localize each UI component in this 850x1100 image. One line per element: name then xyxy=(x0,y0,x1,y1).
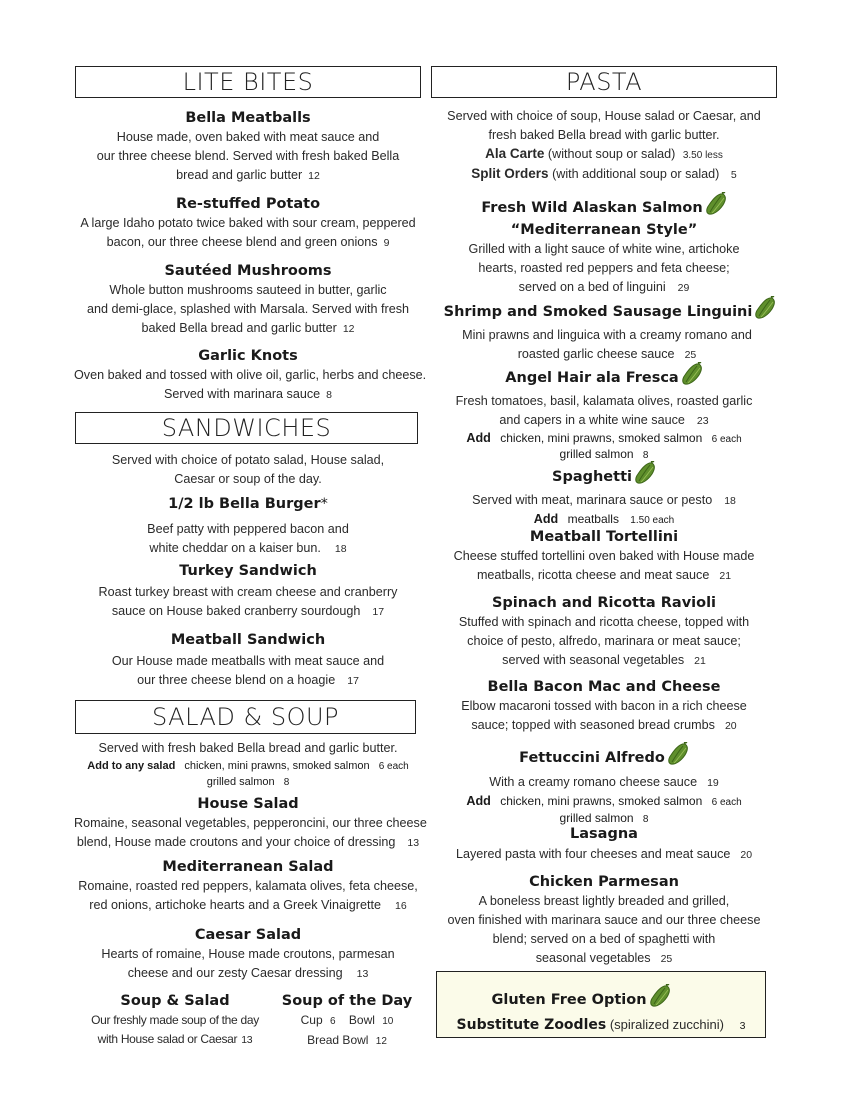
item-subtitle: “Mediterranean Style” xyxy=(510,222,698,238)
gf-title: Gluten Free Option xyxy=(491,992,647,1008)
menu-item xyxy=(74,794,427,853)
item-desc: seasonal vegetables xyxy=(535,951,651,965)
sandwiches-header xyxy=(75,412,418,444)
section-intro xyxy=(431,107,777,184)
item-price: 8 xyxy=(326,389,332,401)
item-name: Spaghetti xyxy=(552,469,632,485)
zucchini-icon xyxy=(681,362,703,392)
item-price: 20 xyxy=(724,720,737,732)
gf-text: (spiralized zucchini) xyxy=(609,1017,724,1032)
add-label: Add xyxy=(466,794,491,808)
item-price: 25 xyxy=(684,349,697,361)
item-desc: A boneless breast lightly breaded and grilled, xyxy=(478,894,730,908)
menu-item xyxy=(431,461,777,529)
cup-label: Cup xyxy=(300,1013,323,1027)
item-desc: served on a bed of linguini xyxy=(518,280,666,294)
cup-price: 6 xyxy=(329,1016,336,1027)
intro-text: fresh baked Bella bread with garlic butter. xyxy=(488,128,720,142)
salad-soup-header xyxy=(75,700,416,734)
item-desc: served with seasonal vegetables xyxy=(502,653,685,667)
item-desc: With a creamy romano cheese sauce xyxy=(489,775,698,789)
menu-item xyxy=(431,192,777,298)
section-title: SANDWICHES xyxy=(161,414,332,442)
item-price: 18 xyxy=(724,495,736,507)
menu-item xyxy=(74,194,422,253)
menu-item xyxy=(431,677,777,736)
item-name: Turkey Sandwich xyxy=(179,563,317,579)
item-name: Meatball Tortellini xyxy=(529,529,679,545)
item-desc: sauce on House baked cranberry sourdough xyxy=(111,604,361,618)
item-desc: bread and garlic butter xyxy=(176,168,303,182)
item-desc: Our House made meatballs with meat sauce and xyxy=(111,654,385,668)
item-name: Soup & Salad xyxy=(120,993,230,1009)
item-desc: Stuffed with spinach and ricotta cheese, topped with xyxy=(458,615,750,629)
item-desc: cheese and our zesty Caesar dressing xyxy=(127,966,343,980)
item-price: 17 xyxy=(372,606,385,618)
item-name: Meatball Sandwich xyxy=(170,632,326,648)
menu-item xyxy=(74,561,422,622)
zucchini-icon xyxy=(634,461,656,491)
item-desc: Served with marinara sauce xyxy=(164,387,321,401)
item-desc: meatballs, ricotta cheese and meat sauce xyxy=(476,568,710,582)
ala-carte-price: 3.50 less xyxy=(682,150,723,161)
menu-item xyxy=(431,527,777,586)
item-mark: * xyxy=(320,496,328,512)
add-text: chicken, mini prawns, smoked salmon xyxy=(500,431,703,445)
section-title: LITE BITES xyxy=(182,68,314,96)
item-name: Chicken Parmesan xyxy=(529,874,679,890)
item-price: 25 xyxy=(660,953,673,965)
add-price: 1.50 each xyxy=(630,515,675,526)
menu-item xyxy=(431,593,777,671)
add-text: grilled salmon xyxy=(559,811,634,825)
menu-item xyxy=(431,742,777,827)
add-price: 6 each xyxy=(711,434,742,445)
item-price: 17 xyxy=(347,675,359,687)
item-desc: bacon, our three cheese blend and green onions xyxy=(106,235,378,249)
lite-bites-header xyxy=(75,66,421,98)
menu-item xyxy=(74,925,422,984)
section-title: SALAD & SOUP xyxy=(151,703,340,731)
item-desc: Oven baked and tossed with olive oil, garlic, herbs and cheese. xyxy=(74,368,427,382)
section-intro xyxy=(74,739,422,790)
item-price: 16 xyxy=(395,900,407,912)
menu-item xyxy=(74,261,422,339)
add-text: grilled salmon xyxy=(206,776,275,788)
menu-item xyxy=(437,296,783,365)
menu-item xyxy=(431,824,777,865)
zucchini-icon xyxy=(667,742,689,772)
item-price: 21 xyxy=(719,570,732,582)
add-label: Add xyxy=(533,512,559,526)
section-title: PASTA xyxy=(565,68,643,96)
ala-carte-label: Ala Carte xyxy=(485,146,545,161)
menu-item xyxy=(431,362,777,463)
item-desc: Layered pasta with four cheeses and meat sauce xyxy=(455,847,731,861)
item-name: Fettuccini Alfredo xyxy=(519,750,665,766)
item-desc: Hearts of romaine, House made croutons, parmesan xyxy=(101,947,395,961)
bowl-label: Bowl xyxy=(348,1013,375,1027)
intro-text: Caesar or soup of the day. xyxy=(174,472,322,486)
gluten-free-box xyxy=(436,971,766,1038)
item-desc: red onions, artichoke hearts and a Greek Vinaigrette xyxy=(89,898,381,912)
add-price: 8 xyxy=(642,814,649,825)
item-desc: Grilled with a light sauce of white wine, artichoke xyxy=(468,242,740,256)
item-desc: Elbow macaroni tossed with bacon in a rich cheese xyxy=(461,699,747,713)
item-desc: blend, House made croutons and your choice of dressing xyxy=(76,835,396,849)
split-orders-price: 5 xyxy=(730,169,737,181)
item-name: Bella Bacon Mac and Cheese xyxy=(487,679,721,695)
item-price: 12 xyxy=(342,323,355,335)
item-name: Bella Meatballs xyxy=(185,110,311,126)
item-desc: white cheddar on a kaiser bun. xyxy=(149,541,321,555)
ala-carte-text: (without soup or salad) xyxy=(547,147,676,161)
item-desc: our three cheese blend. Served with fresh baked Bella xyxy=(96,149,400,163)
menu-item xyxy=(74,630,422,691)
item-name: Spinach and Ricotta Ravioli xyxy=(491,595,717,611)
add-price: 8 xyxy=(283,777,290,788)
intro-text: Served with fresh baked Bella bread and garlic butter. xyxy=(98,741,398,755)
gf-price: 3 xyxy=(739,1020,746,1032)
bread-bowl-label: Bread Bowl xyxy=(307,1033,369,1047)
item-name: Caesar Salad xyxy=(194,927,302,943)
add-price: 8 xyxy=(642,450,649,461)
menu-item xyxy=(74,857,422,916)
item-desc: choice of pesto, alfredo, marinara or meat sauce; xyxy=(467,634,741,648)
item-desc: and capers in a white wine sauce xyxy=(499,413,685,427)
menu-item xyxy=(74,346,427,405)
item-desc: House made, oven baked with meat sauce and xyxy=(116,130,380,144)
item-desc: Cheese stuffed tortellini oven baked with House made xyxy=(453,549,755,563)
item-name: Re-stuffed Potato xyxy=(175,196,321,212)
zucchini-icon xyxy=(754,296,776,326)
item-desc: Served with meat, marinara sauce or pesto xyxy=(472,493,713,507)
bread-bowl-price: 12 xyxy=(375,1036,387,1047)
item-desc: A large Idaho potato twice baked with sour cream, peppered xyxy=(80,216,416,230)
item-desc: and demi-glace, splashed with Marsala. Served with fresh xyxy=(87,302,409,316)
item-name: Shrimp and Smoked Sausage Linguini xyxy=(443,304,753,320)
menu-item xyxy=(74,108,422,186)
item-desc: roasted garlic cheese sauce xyxy=(517,347,675,361)
item-name: Soup of the Day xyxy=(281,993,413,1009)
item-desc: oven finished with marinara sauce and our three cheese xyxy=(447,913,761,927)
item-name: 1/2 lb Bella Burger xyxy=(168,496,321,512)
item-desc: blend; served on a bed of spaghetti with xyxy=(492,932,716,946)
item-desc: Beef patty with peppered bacon and xyxy=(147,522,349,536)
item-name: House Salad xyxy=(197,796,299,812)
add-label: Add xyxy=(466,431,491,445)
item-price: 12 xyxy=(308,170,320,182)
zucchini-icon xyxy=(649,984,671,1014)
item-price: 19 xyxy=(707,777,719,789)
intro-text: Served with choice of potato salad, House salad, xyxy=(111,453,385,467)
item-price: 13 xyxy=(356,968,369,980)
item-name: Fresh Wild Alaskan Salmon xyxy=(481,200,703,216)
item-desc: with House salad or Caesar xyxy=(97,1032,238,1046)
item-desc: Fresh tomatoes, basil, kalamata olives, roasted garlic xyxy=(455,394,753,408)
item-name: Sautéed Mushrooms xyxy=(164,263,332,279)
bowl-price: 10 xyxy=(382,1016,394,1027)
add-price: 6 each xyxy=(378,761,409,772)
add-price: 6 each xyxy=(711,797,742,808)
item-price: 13 xyxy=(407,837,420,849)
item-desc: Romaine, roasted red peppers, kalamata olives, feta cheese, xyxy=(78,879,418,893)
zucchini-icon xyxy=(705,192,727,222)
soup-of-the-day xyxy=(278,991,416,1051)
item-price: 9 xyxy=(383,237,390,249)
item-price: 20 xyxy=(740,849,753,861)
item-name: Angel Hair ala Fresca xyxy=(505,370,679,386)
gf-label: Substitute Zoodles xyxy=(456,1017,607,1033)
split-orders-label: Split Orders xyxy=(471,166,549,181)
section-intro xyxy=(74,451,422,489)
add-text: grilled salmon xyxy=(559,447,634,461)
item-desc: sauce; topped with seasoned bread crumbs xyxy=(471,718,715,732)
split-orders-text: (with additional soup or salad) xyxy=(552,167,720,181)
item-desc: Romaine, seasonal vegetables, pepperoncini, our three cheese xyxy=(74,816,427,830)
add-text: chicken, mini prawns, smoked salmon xyxy=(184,760,370,772)
item-name: Garlic Knots xyxy=(198,348,298,364)
item-name: Mediterranean Salad xyxy=(162,859,334,875)
add-text: chicken, mini prawns, smoked salmon xyxy=(500,794,703,808)
item-desc: Roast turkey breast with cream cheese and cranberry xyxy=(98,585,398,599)
pasta-header xyxy=(431,66,777,98)
item-price: 21 xyxy=(694,655,706,667)
item-price: 29 xyxy=(677,282,690,294)
item-desc: Whole button mushrooms sauteed in butter, garlic xyxy=(109,283,387,297)
intro-text: Served with choice of soup, House salad or Caesar, and xyxy=(447,109,761,123)
add-label: Add to any salad xyxy=(87,760,176,772)
soup-salad-combo xyxy=(74,991,276,1050)
item-desc: Our freshly made soup of the day xyxy=(91,1013,259,1027)
add-text: meatballs xyxy=(567,512,619,526)
item-name: Lasagna xyxy=(570,826,638,842)
item-price: 23 xyxy=(696,415,709,427)
menu-item xyxy=(74,494,422,559)
item-desc: baked Bella bread and garlic butter xyxy=(141,321,337,335)
item-price: 18 xyxy=(334,543,347,555)
item-desc: hearts, roasted red peppers and feta cheese; xyxy=(478,261,730,275)
item-price: 13 xyxy=(241,1034,253,1046)
menu-item xyxy=(431,872,777,969)
item-desc: Mini prawns and linguica with a creamy romano and xyxy=(462,328,752,342)
item-desc: our three cheese blend on a hoagie xyxy=(137,673,336,687)
